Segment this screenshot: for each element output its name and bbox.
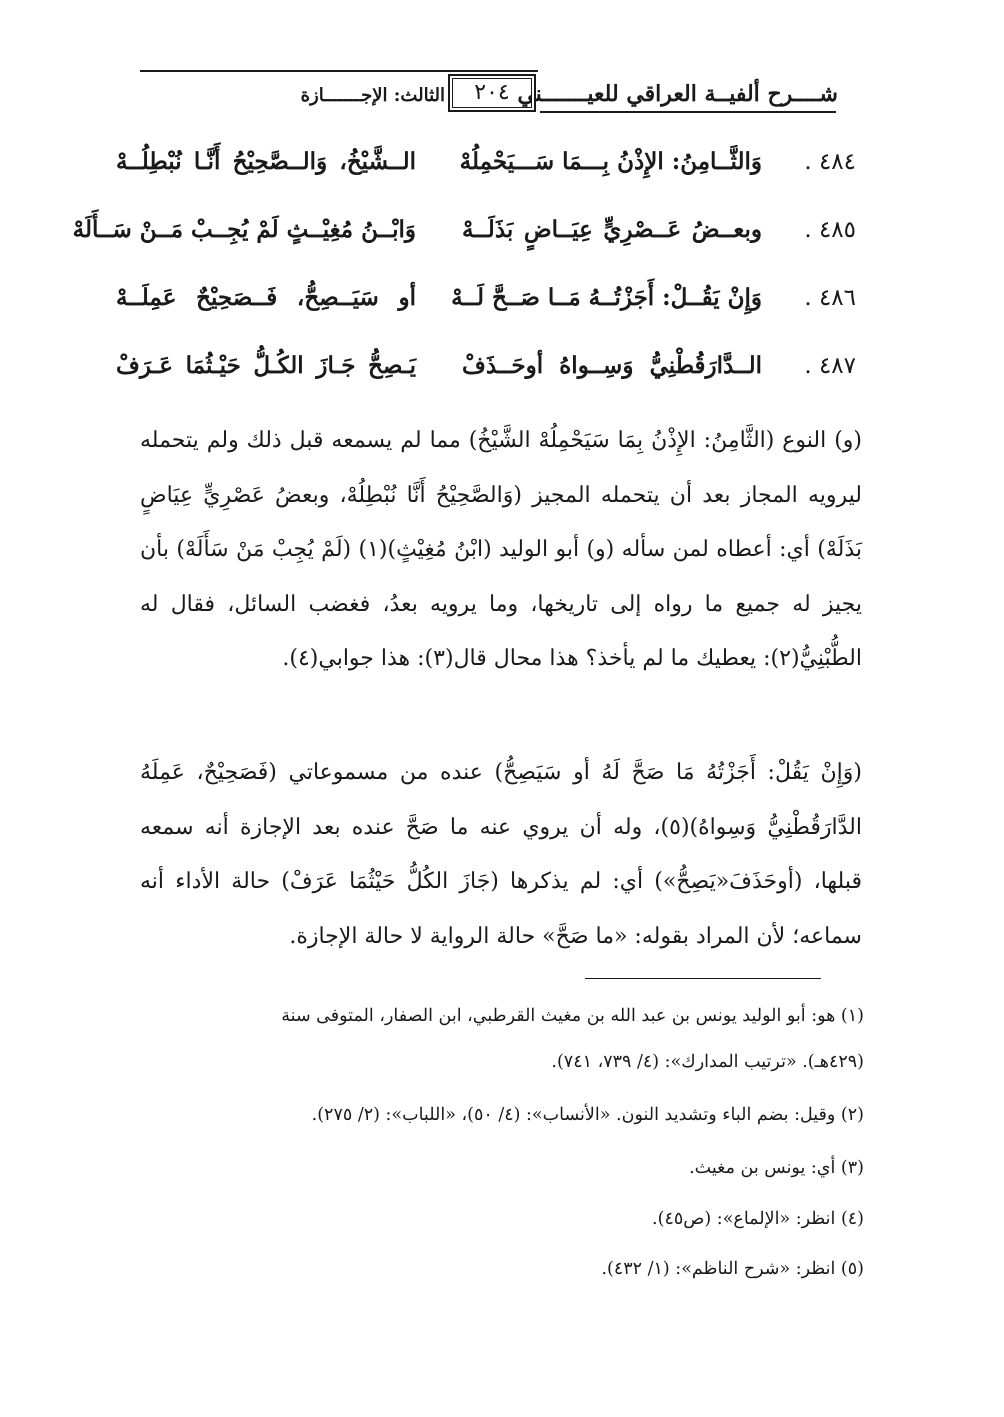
commentary-paragraph: (وَإِنْ يَقُلْ: أَجَزْتُهُ مَا صَحَّ لَهُ أو سَيَصِحُّ) عنده من مسموعاتي (فَصَحِيْحٌ، عَمِلَهُ الدَّارَقُطْنِيُّ وَسِواهُ)(٥)، وله أن يروي عنه ما صَحَّ عنده بعد الإجازة أنه سمعه قبلها، (أوحَذَفَ«يَصِحُّ») أي: لم يذكرها (جَازَ الكُلُّ حَيْثُمَا عَرَفْ) حالة الأداء أنه سماعه؛ لأن المراد بقوله: «ما صَحَّ» حالة الرواية لا حالة الإجازة. [140,760,862,949]
verse-first-hemistich: وَإِنْ يَقُــلْ: أَجَزْتُــهُ مَــا صَــحَّ لَــهْ [451,284,762,311]
verse-first-hemistich: وبعــضُ عَــصْرِيٍّ عِيَــاضٍ بَذَلَــهْ [462,216,762,243]
running-head-section: الثالث: الإجـــــــازة [300,85,445,106]
page-number: ٢٠٤ [448,74,536,112]
commentary-paragraph: (و) النوع (الثَّامِنُ: الإِذْنُ بِمَا سَيَحْمِلُهْ الشَّيْخُ) مما لم يسمعه قبل ذلك ولم يتحمله ليرويه المجاز بعد أن يتحمله المجيز (وَالصَّحِيْحُ أَنَّا نُبْطِلُهْ، وبعضُ عَصْرِيٍّ عِيَاضٍ بَذَلَهْ) أي: أعطاه لمن سأله (و) أبو الوليد (ابْنُ مُغِيْثٍ)(١) (لَمْ يُجِبْ مَنْ سَأَلَهْ) بأن يجيز له جميع ما رواه إلى تاريخها، وما يرويه بعدُ، فغضب السائل، فقال له الطُّبْنِيُّ(٢): يعطيك ما لم يأخذ؟ هذا محال قال(٣): هذا جوابي(٤). [140,428,862,671]
header-rule-top [140,70,538,72]
verse-line [110,270,870,326]
verse-line [72,202,870,258]
verse-number: ٤٨٤ . [804,149,856,175]
verse-second-hemistich: أو سَيَــصِحُّ، فَــصَحِيْحٌ عَمِلَــهْ [116,284,416,311]
running-head-title: شــــرح ألفيــة العراقي للعيـــــــني [517,81,838,107]
footnote: (٣) أي: يونس بن مغيث. [689,1158,864,1178]
footnote: (٤) انظر: «الإلماع»: (ص٤٥). [652,1209,864,1229]
verse-line [110,338,870,394]
footnote: (٢) وقيل: بضم الباء وتشديد النون. «الأنساب»: (٤/ ٥٠)، «اللباب»: (٢/ ٢٧٥). [311,1105,864,1125]
verse-first-hemistich: الــدَّارَقُطْنِيُّ وَسِــواهُ أوحَــذَفْ [462,352,762,379]
verse-line [110,134,870,190]
verse-number: ٤٨٥ . [804,217,856,243]
footnote-separator [585,978,821,979]
footnote: (١) هو: أبو الوليد يونس بن عبد الله بن مغيث القرطبي، ابن الصفار، المتوفى سنة [281,1006,864,1026]
footnote: (٥) انظر: «شرح الناظم»: (١/ ٤٣٢). [601,1259,864,1279]
verse-number: ٤٨٦ . [804,285,856,311]
verse-number: ٤٨٧ . [804,353,856,379]
verse-first-hemistich: وَالثَّــامِنُ: الإِذْنُ بِـــمَا سَـــيَحْمِلُهْ [459,148,762,175]
verse-second-hemistich: وَابْــنُ مُغِيْــثٍ لَمْ يُجِــبْ مَــنْ سَــأَلَهْ [72,216,416,243]
verse-second-hemistich: الــشَّيْخُ، وَالــصَّحِيْحُ أَنَّـا نُبْطِلُــهْ [116,148,416,175]
footnote: (٤٢٩هـ). «ترتيب المدارك»: (٤/ ٧٣٩، ٧٤١). [551,1052,864,1072]
verse-second-hemistich: يَـصِحُّ جَـازَ الكُـلُّ حَيْـثُمَا عَـرَفْ [116,352,416,379]
